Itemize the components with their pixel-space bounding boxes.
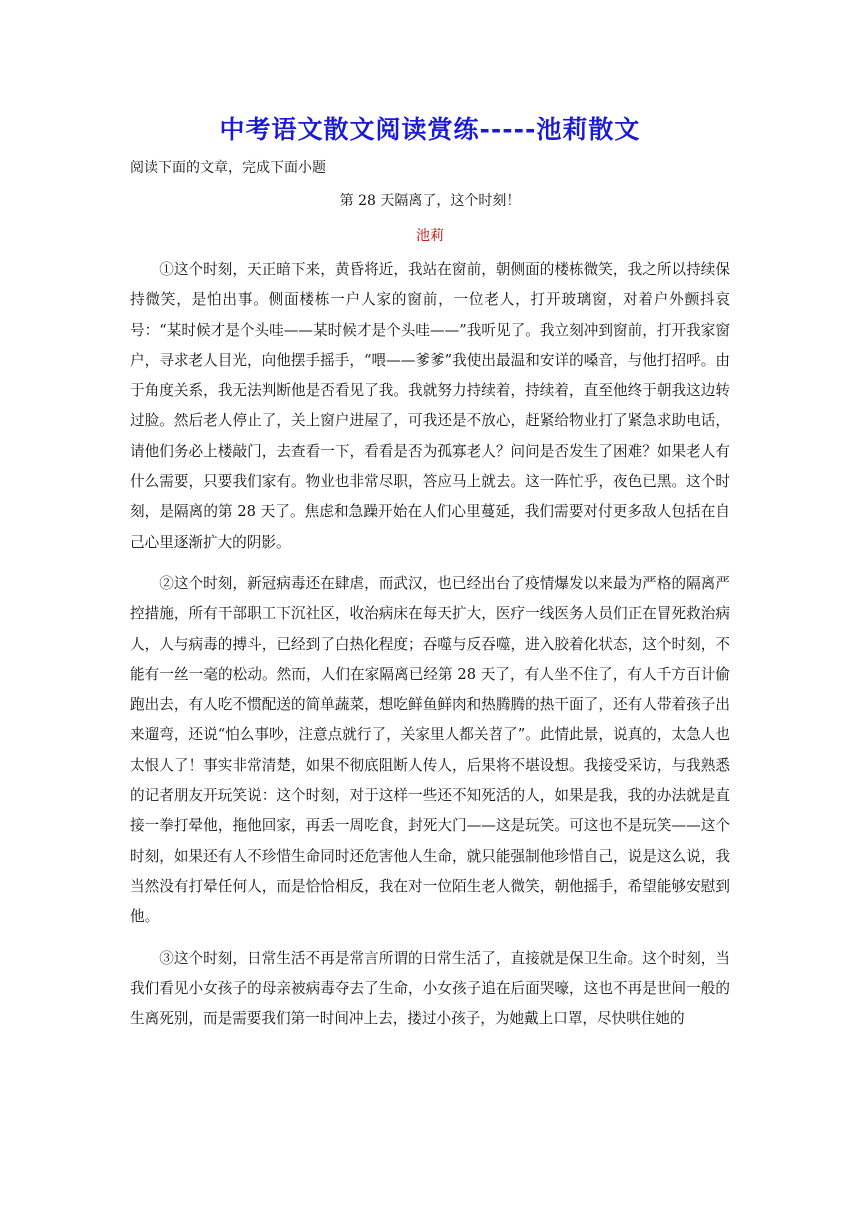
document-title: 中考语文散文阅读赏练-----池莉散文 xyxy=(219,115,641,144)
paragraph-3: ③这个时刻，日常生活不再是常言所谓的日常生活了，直接就是保卫生命。这个时刻，当我们看见小女孩子的母亲被病毒夺去了生命，小女孩子追在后面哭嚎，这也不再是世间一般的生离死别，而是需要我们第一时间冲上去，搂过小孩子，为她戴上口罩，尽快哄住她的 xyxy=(130,949,730,1028)
article-body xyxy=(130,255,730,1034)
article-title: 第 28 天隔离了，这个时刻！ xyxy=(339,193,521,209)
article-author: 池莉 xyxy=(416,228,444,244)
paragraph-2: ②这个时刻，新冠病毒还在肆虐，而武汉，也已经出台了疫情爆发以来最为严格的隔离严控措施，所有干部职工下沉社区，收治病床在每天扩大，医疗一线医务人员们正在冒死救治病人，人与病毒的搏斗，已经到了白热化程度；吞噬与反吞噬，进入胶着化状态，这个时刻，不能有一丝一毫的松动。然而，人们在家隔离已经第 28 天了，有人坐不住了，有人千方百计偷跑出去，有人吃不惯配送的简单蔬菜，想吃鲜鱼鲜肉和热腾腾的热干面了，还有人带着孩子出来遛弯，还说“怕么事吵，注意点就行了，关家里人都关苕了”。此情此景，说真的，太急人也太恨人了！事实非常清楚，如果不彻底阻断人传人，后果将不堪设想。我接受采访，与我熟悉的记者朋友开玩笑说：这个时刻，对于这样一些还不知死活的人，如果是我，我的办法就是直接一拳打晕他，拖他回家，再丢一周吃食，封死大门——这是玩笑。可这也不是玩笑——这个时刻，如果还有人不珍惜生命同时还危害他人生命，就只能强制他珍惜自己，说是这么说，我当然没有打晕任何人，而是恰恰相反，我在对一位陌生老人微笑，朝他摇手，希望能够安慰到他。 xyxy=(130,574,730,926)
paragraph-1: ①这个时刻，天正暗下来，黄昏将近，我站在窗前，朝侧面的楼栋微笑，我之所以持续保持微笑，是怕出事。侧面楼栋一户人家的窗前，一位老人，打开玻璃窗，对着户外颤抖哀号：“某时候才是个头哇——某时候才是个头哇——”我听见了。我立刻冲到窗前，打开我家窗户，寻求老人目光，向他摆手摇手，“喂——爹爹”我使出最温和安详的嗓音，与他打招呼。由于角度关系，我无法判断他是否看见了我。我就努力持续着，持续着，直至他终于朝我这边转过脸。然后老人停止了，关上窗户进屋了，可我还是不放心，赶紧给物业打了紧急求助电话，请他们务必上楼敲门，去查看一下，看看是否为孤寡老人？问问是否发生了困难？如果老人有什么需要，只要我们家有。物业也非常尽职，答应马上就去。这一阵忙乎，夜色已黑。这个时刻，是隔离的第 28 天了。焦虑和急躁开始在人们心里蔓延，我们需要对付更多敌人包括在自己心里逐渐扩大的阴影。 xyxy=(130,261,730,551)
reading-instruction: 阅读下面的文章，完成下面小题 xyxy=(130,160,326,176)
